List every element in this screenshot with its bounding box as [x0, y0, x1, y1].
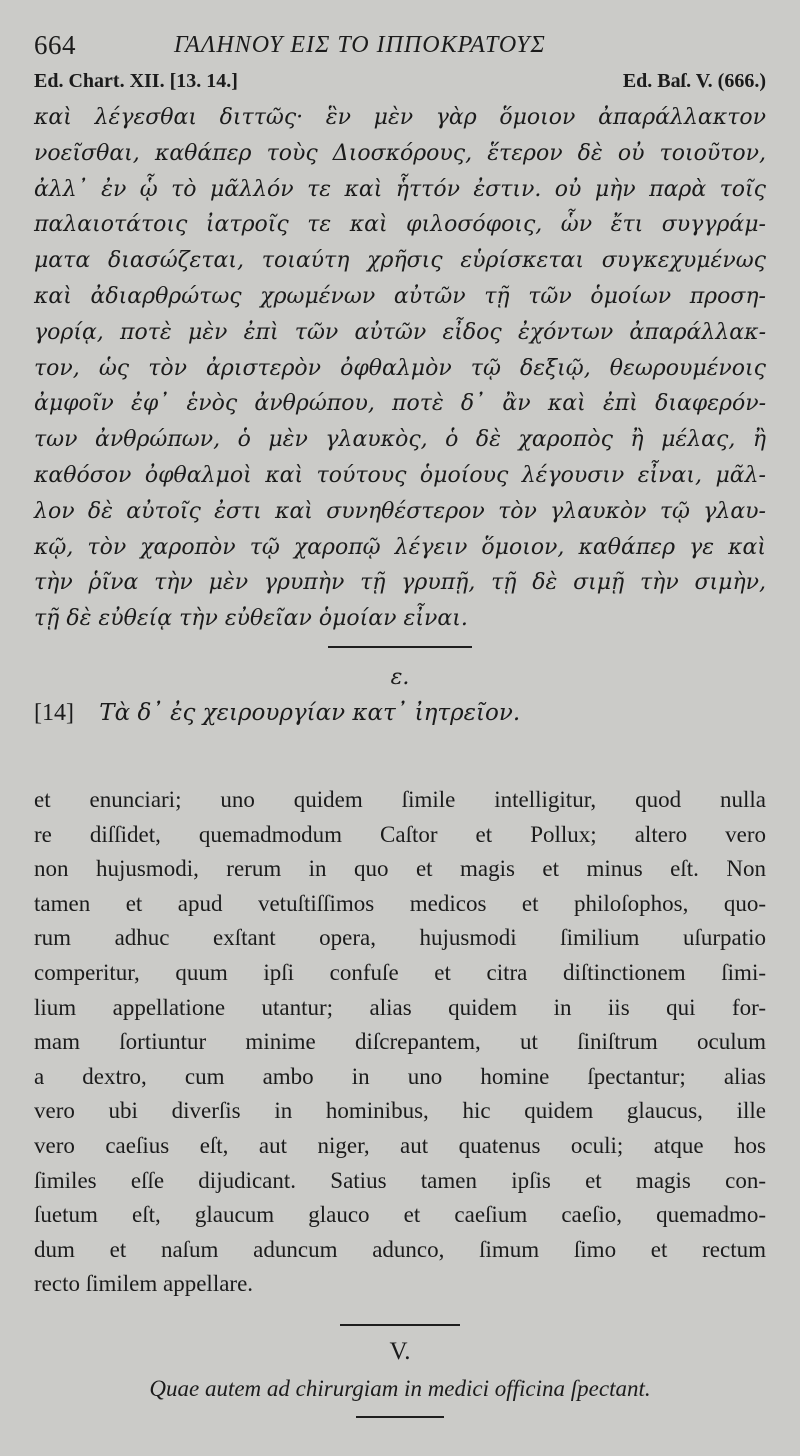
page-header: [34, 30, 766, 66]
latin-line: rum adhuc exſtant opera, hujusmodi ſimilium uſurpatio: [34, 925, 766, 951]
greek-line: τον, ὡς τὸν ἀριστερὸν ὀφθαλμὸν τῷ δεξιῷ, θεωρουμένοις: [34, 355, 766, 381]
greek-section-title: Τὰ δ᾽ ἐς χειρουργίαν κατ᾽ ἰητρεῖον.: [99, 700, 521, 726]
greek-line: ἀλλ᾽ ἐν ᾧ τὸ μᾶλλόν τε καὶ ἧττόν ἐστιν. οὐ μὴν παρὰ τοῖς: [34, 176, 766, 202]
greek-line: καθόσον ὀφθαλμοὶ καὶ τούτους ὁμοίους λέγουσιν εἶναι, μᾶλ-: [34, 462, 766, 488]
latin-heading-underline: [356, 1416, 444, 1418]
latin-line: vero caeſius eſt, aut niger, aut quatenus oculi; atque hos: [34, 1132, 766, 1158]
edition-reference-line: [34, 70, 766, 98]
latin-line: dum et naſum aduncum adunco, ſimum ſimo et rectum: [34, 1236, 766, 1262]
greek-line: κῷ, τὸν χαροπὸν τῷ χαροπῷ λέγειν ὅμοιον, καθάπερ γε καὶ: [34, 534, 766, 560]
greek-line: ματα διασώζεται, τοιαύτη χρῆσις εὑρίσκεται συγκεχυμένως: [34, 248, 766, 274]
page-number: 664: [34, 30, 76, 60]
greek-line: παλαιοτάτοις ἰατροῖς τε καὶ φιλοσόφοις, ὧν ἔτι συγγράμ-: [34, 212, 766, 238]
greek-line: καὶ λέγεσθαι διττῶς· ἓν μὲν γὰρ ὅμοιον ἀπαράλλακτον: [34, 105, 766, 130]
greek-line: των ἀνθρώπων, ὁ μὲν γλαυκὸς, ὁ δὲ χαροπὸς ἢ μέλας, ἢ: [34, 427, 766, 453]
greek-paragraph: [34, 100, 766, 637]
latin-line: non hujusmodi, rerum in quo et magis et minus eſt. Non: [34, 856, 766, 882]
greek-section-number: [14]: [34, 700, 74, 726]
latin-line: et enunciari; uno quidem ſimile intelligitur, quod nulla: [34, 787, 766, 812]
latin-line: vero ubi diverſis in hominibus, hic quidem glaucus, ille: [34, 1098, 766, 1124]
greek-line: τὴν ῥῖνα τὴν μὲν γρυπὴν τῇ γρυπῇ, τῇ δὲ σιμῇ τὴν σιμὴν,: [34, 570, 766, 596]
latin-section-rule: [340, 1324, 460, 1326]
latin-line: tamen et apud vetuſtiſſimos medicos et philoſophos, quo-: [34, 890, 766, 916]
greek-line: λον δὲ αὐτοῖς ἐστι καὶ συνηθέστερον τὸν γλαυκὸν τῷ γλαυ-: [34, 498, 766, 524]
latin-paragraph: [34, 783, 766, 1302]
edition-basel: Ed. Baſ. V. (666.): [622, 70, 766, 92]
latin-line: a dextro, cum ambo in uno homine ſpectantur; alias: [34, 1063, 766, 1089]
running-title: ΓΑΛΗΝΟΥ ΕΙΣ ΤΟ ΙΠΠΟΚΡΑΤΟΥΣ: [174, 32, 546, 58]
latin-line: re diſſidet, quemadmodum Caſtor et Pollux; altero vero: [34, 821, 766, 847]
latin-line: ſimiles eſſe dijudicant. Satius tamen ipſis et magis con-: [34, 1167, 766, 1193]
latin-line: recto ſimilem appellare.: [34, 1271, 254, 1297]
greek-section-heading: [34, 700, 520, 727]
edition-charteriana: Ed. Chart. XII. [13. 14.]: [34, 70, 238, 92]
greek-line: καὶ ἀδιαρθρώτως χρωμένων αὐτῶν τῇ τῶν ὁμοίων προση-: [34, 283, 766, 309]
greek-line: ἀμφοῖν ἐφ᾽ ἑνὸς ἀνθρώπου, ποτὲ δ᾽ ἂν καὶ ἐπὶ διαφερόν-: [34, 391, 766, 417]
greek-section-numeral: ε.: [390, 665, 410, 690]
greek-section-rule: [328, 646, 472, 648]
latin-section-numeral: V.: [389, 1338, 411, 1365]
greek-line: τῇ δὲ εὐθείᾳ τὴν εὐθεῖαν ὁμοίαν εἶναι.: [34, 606, 468, 632]
greek-line: νοεῖσθαι, καθάπερ τοὺς Διοσκόρους, ἕτερον δὲ οὐ τοιοῦτον,: [34, 140, 766, 166]
latin-line: lium appellatione utantur; alias quidem in iis qui for-: [34, 994, 766, 1020]
greek-line: γορίᾳ, ποτὲ μὲν ἐπὶ τῶν αὐτῶν εἶδος ἐχόντων ἀπαράλλακ-: [34, 319, 766, 345]
latin-line: mam ſortiuntur minime diſcrepantem, ut ſiniſtrum oculum: [34, 1029, 766, 1055]
latin-line: comperitur, quum ipſi confuſe et citra diſtinctionem ſimi-: [34, 959, 766, 985]
latin-section-heading: Quae autem ad chirurgiam in medici officina ſpectant.: [149, 1376, 651, 1401]
latin-line: ſuetum eſt, glaucum glauco et caeſium caeſio, quemadmo-: [34, 1202, 766, 1228]
